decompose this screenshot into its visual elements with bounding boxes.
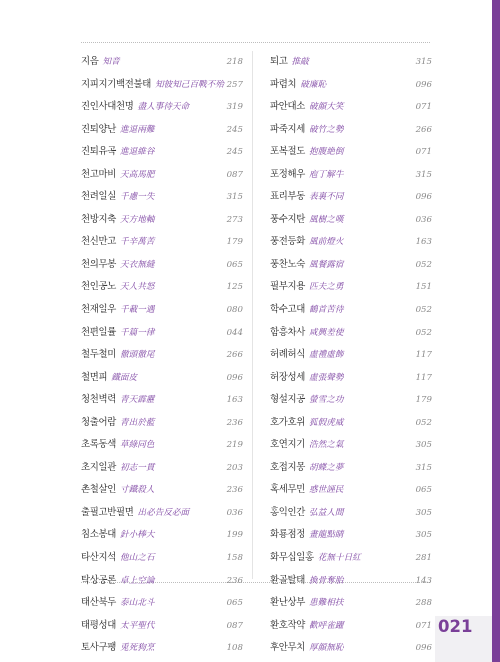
idiom-korean: 청천벽력 (81, 394, 117, 406)
idiom-hanja: 庖丁解牛 (309, 169, 344, 180)
idiom-korean: 지피지기백전불태 (81, 78, 152, 90)
index-entry (81, 74, 243, 97)
idiom-page-ref: 218 (226, 57, 243, 67)
idiom-hanja: 卓上空論 (120, 575, 155, 586)
idiom-hanja: 知彼知己百戰不殆 (155, 79, 224, 90)
idiom-hanja: 兎死狗烹 (120, 643, 155, 654)
idiom-hanja: 咸興差使 (309, 327, 344, 338)
index-entry (270, 231, 432, 254)
index-column-left (81, 51, 243, 660)
idiom-hanja: 青天霹靂 (120, 395, 155, 406)
index-entry (81, 570, 243, 593)
idiom-hanja: 厚顔無恥 (309, 643, 344, 654)
idiom-korean: 천신만고 (81, 236, 117, 248)
idiom-page-ref: 080 (226, 305, 243, 316)
index-entry (81, 164, 243, 187)
idiom-page-ref: 052 (415, 259, 432, 270)
index-entry (81, 141, 243, 164)
idiom-hanja: 出必告反必面 (137, 507, 190, 518)
index-entry (81, 592, 243, 615)
idiom-hanja: 太平聖代 (120, 620, 155, 631)
idiom-korean: 호연지기 (270, 439, 306, 451)
idiom-hanja: 花無十日紅 (317, 553, 361, 564)
index-entry (81, 276, 243, 299)
idiom-hanja: 鶴首苦待 (309, 305, 344, 316)
idiom-korean: 타산지석 (81, 552, 117, 564)
idiom-hanja: 千載一遇 (120, 305, 155, 316)
idiom-page-ref: 108 (226, 643, 243, 654)
index-entry (270, 389, 432, 412)
index-column-right (270, 51, 432, 660)
idiom-page-ref: 257 (226, 79, 243, 90)
index-entry (270, 51, 432, 74)
idiom-korean: 화무십일홍 (270, 552, 314, 564)
idiom-korean: 태평성대 (81, 619, 117, 631)
idiom-korean: 풍수지탄 (270, 213, 306, 225)
idiom-hanja: 青出於藍 (120, 417, 155, 428)
idiom-page-ref: 236 (226, 417, 243, 428)
index-entry (270, 570, 432, 593)
idiom-hanja: 草綠同色 (120, 440, 155, 451)
idiom-hanja: 狐假虎威 (309, 417, 344, 428)
idiom-page-ref: 117 (415, 350, 432, 361)
idiom-page-ref: 203 (226, 462, 243, 473)
index-entry (81, 457, 243, 480)
idiom-korean: 파죽지세 (270, 123, 306, 135)
idiom-hanja: 天方地軸 (120, 214, 155, 225)
idiom-korean: 풍찬노숙 (270, 258, 306, 270)
idiom-korean: 진퇴유곡 (81, 146, 117, 158)
index-entry (270, 637, 432, 660)
idiom-korean: 진퇴양난 (81, 123, 117, 135)
idiom-korean: 포정해우 (270, 168, 306, 180)
index-entry (81, 412, 243, 435)
idiom-page-ref: 179 (415, 395, 432, 406)
idiom-korean: 진인사대천명 (81, 101, 134, 113)
index-entry (270, 457, 432, 480)
idiom-page-ref: 071 (415, 102, 432, 113)
index-entry (270, 186, 432, 209)
idiom-korean: 천려일실 (81, 191, 117, 203)
index-entry (81, 254, 243, 277)
idiom-page-ref: 281 (415, 553, 432, 564)
idiom-korean: 철두철미 (81, 349, 117, 361)
idiom-hanja: 千慮一失 (120, 192, 155, 203)
idiom-hanja: 徹頭徹尾 (120, 350, 155, 361)
idiom-page-ref: 305 (415, 530, 432, 541)
idiom-page-ref: 036 (226, 507, 243, 518)
idiom-page-ref: 087 (226, 620, 243, 631)
idiom-page-ref: 096 (415, 79, 432, 90)
index-entry (270, 592, 432, 615)
index-entry (270, 615, 432, 638)
index-entry (270, 276, 432, 299)
idiom-korean: 탁상공론 (81, 574, 117, 586)
idiom-hanja: 破廉恥 (300, 79, 327, 90)
idiom-page-ref: 052 (415, 417, 432, 428)
idiom-korean: 포복절도 (270, 146, 306, 158)
idiom-korean: 토사구팽 (81, 642, 117, 654)
idiom-korean: 파렴치 (270, 78, 297, 90)
idiom-hanja: 天高馬肥 (120, 169, 155, 180)
idiom-korean: 천편일률 (81, 326, 117, 338)
idiom-korean: 천방지축 (81, 213, 117, 225)
idiom-hanja: 匹夫之勇 (309, 282, 344, 293)
idiom-page-ref: 096 (415, 643, 432, 654)
idiom-page-ref: 143 (415, 575, 432, 586)
idiom-page-ref: 305 (415, 507, 432, 518)
idiom-hanja: 抱腹絶倒 (309, 147, 344, 158)
idiom-korean: 환난상부 (270, 597, 306, 609)
index-entry (270, 299, 432, 322)
idiom-page-ref: 315 (226, 192, 243, 203)
index-entry (81, 119, 243, 142)
idiom-hanja: 針小棒大 (120, 530, 155, 541)
idiom-hanja: 虛張聲勢 (309, 372, 344, 383)
idiom-korean: 천고마비 (81, 168, 117, 180)
idiom-page-ref: 158 (226, 553, 243, 564)
idiom-page-ref: 245 (226, 147, 243, 158)
index-entry (270, 254, 432, 277)
idiom-page-ref: 266 (226, 350, 243, 361)
idiom-hanja: 螢雪之功 (309, 395, 344, 406)
idiom-korean: 침소봉대 (81, 529, 117, 541)
idiom-page-ref: 219 (226, 440, 243, 451)
index-entry (270, 367, 432, 390)
idiom-page-ref: 236 (226, 485, 243, 496)
index-entry (270, 479, 432, 502)
idiom-page-ref: 087 (226, 169, 243, 180)
idiom-page-ref: 096 (226, 372, 243, 383)
idiom-page-ref: 315 (415, 57, 432, 67)
idiom-page-ref: 305 (415, 440, 432, 451)
index-entry (81, 524, 243, 547)
idiom-hanja: 泰山北斗 (120, 598, 155, 609)
idiom-korean: 천인공노 (81, 281, 117, 293)
idiom-page-ref: 096 (415, 192, 432, 203)
index-entry (81, 186, 243, 209)
idiom-korean: 환호작약 (270, 619, 306, 631)
idiom-page-ref: 315 (415, 169, 432, 180)
idiom-page-ref: 065 (226, 598, 243, 609)
idiom-korean: 호가호위 (270, 416, 306, 428)
idiom-korean: 청출어람 (81, 416, 117, 428)
idiom-korean: 풍전등화 (270, 236, 306, 248)
index-entry (81, 434, 243, 457)
idiom-korean: 출필고반필면 (81, 506, 134, 518)
idiom-korean: 천의무봉 (81, 258, 117, 270)
idiom-page-ref: 036 (415, 214, 432, 225)
idiom-hanja: 浩然之氣 (309, 440, 344, 451)
idiom-hanja: 盡人事待天命 (137, 102, 190, 113)
index-entry (270, 547, 432, 570)
index-entry (270, 344, 432, 367)
idiom-korean: 표리부동 (270, 191, 306, 203)
idiom-hanja: 推敲 (291, 57, 309, 67)
index-entry (81, 367, 243, 390)
idiom-korean: 혹세무민 (270, 484, 306, 496)
idiom-hanja: 患難相扶 (309, 598, 344, 609)
index-entry (270, 412, 432, 435)
idiom-hanja: 初志一貫 (120, 462, 155, 473)
index-entry (81, 231, 243, 254)
index-entry (270, 524, 432, 547)
idiom-korean: 천재일우 (81, 304, 117, 316)
idiom-page-ref: 125 (226, 282, 243, 293)
idiom-korean: 파안대소 (270, 101, 306, 113)
idiom-hanja: 歡呼雀躍 (309, 620, 344, 631)
idiom-hanja: 胡蝶之夢 (309, 462, 344, 473)
idiom-korean: 촌철살인 (81, 484, 117, 496)
idiom-korean: 허례허식 (270, 349, 306, 361)
idiom-korean: 초지일관 (81, 461, 117, 473)
idiom-korean: 형설지공 (270, 394, 306, 406)
idiom-hanja: 風前燈火 (309, 237, 344, 248)
index-entry (270, 502, 432, 525)
idiom-hanja: 天人共怒 (120, 282, 155, 293)
idiom-hanja: 寸鐵殺人 (120, 485, 155, 496)
idiom-korean: 홍익인간 (270, 506, 306, 518)
index-entry (270, 96, 432, 119)
idiom-hanja: 表裏不同 (309, 192, 344, 203)
idiom-korean: 환골탈태 (270, 574, 306, 586)
top-rule (81, 42, 430, 43)
idiom-hanja: 進退兩難 (120, 124, 155, 135)
idiom-page-ref: 163 (226, 395, 243, 406)
idiom-page-ref: 163 (415, 237, 432, 248)
index-entry (81, 637, 243, 660)
idiom-page-ref: 245 (226, 124, 243, 135)
idiom-page-ref: 052 (415, 305, 432, 316)
idiom-page-ref: 117 (415, 372, 432, 383)
idiom-korean: 필부지용 (270, 281, 306, 293)
index-entry (270, 434, 432, 457)
idiom-hanja: 風樹之嘆 (309, 214, 344, 225)
idiom-page-ref: 071 (415, 147, 432, 158)
idiom-hanja: 他山之石 (120, 553, 155, 564)
idiom-page-ref: 288 (415, 598, 432, 609)
idiom-hanja: 進退維谷 (120, 147, 155, 158)
idiom-hanja: 弘益人間 (309, 507, 344, 518)
idiom-korean: 퇴고 (270, 56, 288, 67)
idiom-hanja: 虛禮虛飾 (309, 350, 344, 361)
index-entry (81, 344, 243, 367)
idiom-hanja: 惑世誣民 (309, 485, 344, 496)
index-entry (270, 322, 432, 345)
index-entry (81, 299, 243, 322)
idiom-korean: 초록동색 (81, 439, 117, 451)
index-entry (270, 74, 432, 97)
index-entry (81, 479, 243, 502)
idiom-korean: 허장성세 (270, 371, 306, 383)
idiom-page-ref: 315 (415, 462, 432, 473)
idiom-page-ref: 179 (226, 237, 243, 248)
idiom-korean: 호접지몽 (270, 461, 306, 473)
index-entry (270, 209, 432, 232)
idiom-hanja: 換骨奪胎 (309, 575, 344, 586)
idiom-page-ref: 199 (226, 530, 243, 541)
index-entry (270, 164, 432, 187)
idiom-hanja: 畫龍點睛 (309, 530, 344, 541)
page-number: 021 (438, 617, 473, 636)
index-entry (270, 141, 432, 164)
idiom-hanja: 風餐露宿 (309, 259, 344, 270)
idiom-hanja: 千辛萬苦 (120, 237, 155, 248)
idiom-korean: 화룡점정 (270, 529, 306, 541)
idiom-hanja: 天衣無縫 (120, 259, 155, 270)
idiom-page-ref: 319 (226, 102, 243, 113)
idiom-page-ref: 044 (226, 327, 243, 338)
index-entry (81, 51, 243, 74)
index-entry (81, 502, 243, 525)
idiom-page-ref: 151 (415, 282, 432, 293)
idiom-korean: 학수고대 (270, 304, 306, 316)
idiom-page-ref: 071 (415, 620, 432, 631)
idiom-hanja: 鐵面皮 (111, 372, 138, 383)
idiom-hanja: 破竹之勢 (309, 124, 344, 135)
idiom-hanja: 千篇一律 (120, 327, 155, 338)
idiom-page-ref: 052 (415, 327, 432, 338)
idiom-hanja: 破顔大笑 (309, 102, 344, 113)
index-entry (270, 119, 432, 142)
index-entry (81, 96, 243, 119)
idiom-korean: 태산북두 (81, 597, 117, 609)
idiom-page-ref: 266 (415, 124, 432, 135)
index-entry (81, 322, 243, 345)
idiom-page-ref: 065 (415, 485, 432, 496)
idiom-page-ref: 273 (226, 214, 243, 225)
column-separator (252, 51, 253, 579)
idiom-page-ref: 065 (226, 259, 243, 270)
idiom-hanja: 知音 (102, 57, 120, 67)
index-entry (81, 389, 243, 412)
idiom-korean: 지음 (81, 56, 99, 67)
page-edge-tab (492, 0, 500, 662)
index-entry (81, 209, 243, 232)
idiom-korean: 후안무치 (270, 642, 306, 654)
idiom-korean: 철면피 (81, 371, 108, 383)
idiom-korean: 함흥차사 (270, 326, 306, 338)
idiom-page-ref: 236 (226, 575, 243, 586)
index-entry (81, 547, 243, 570)
index-entry (81, 615, 243, 638)
